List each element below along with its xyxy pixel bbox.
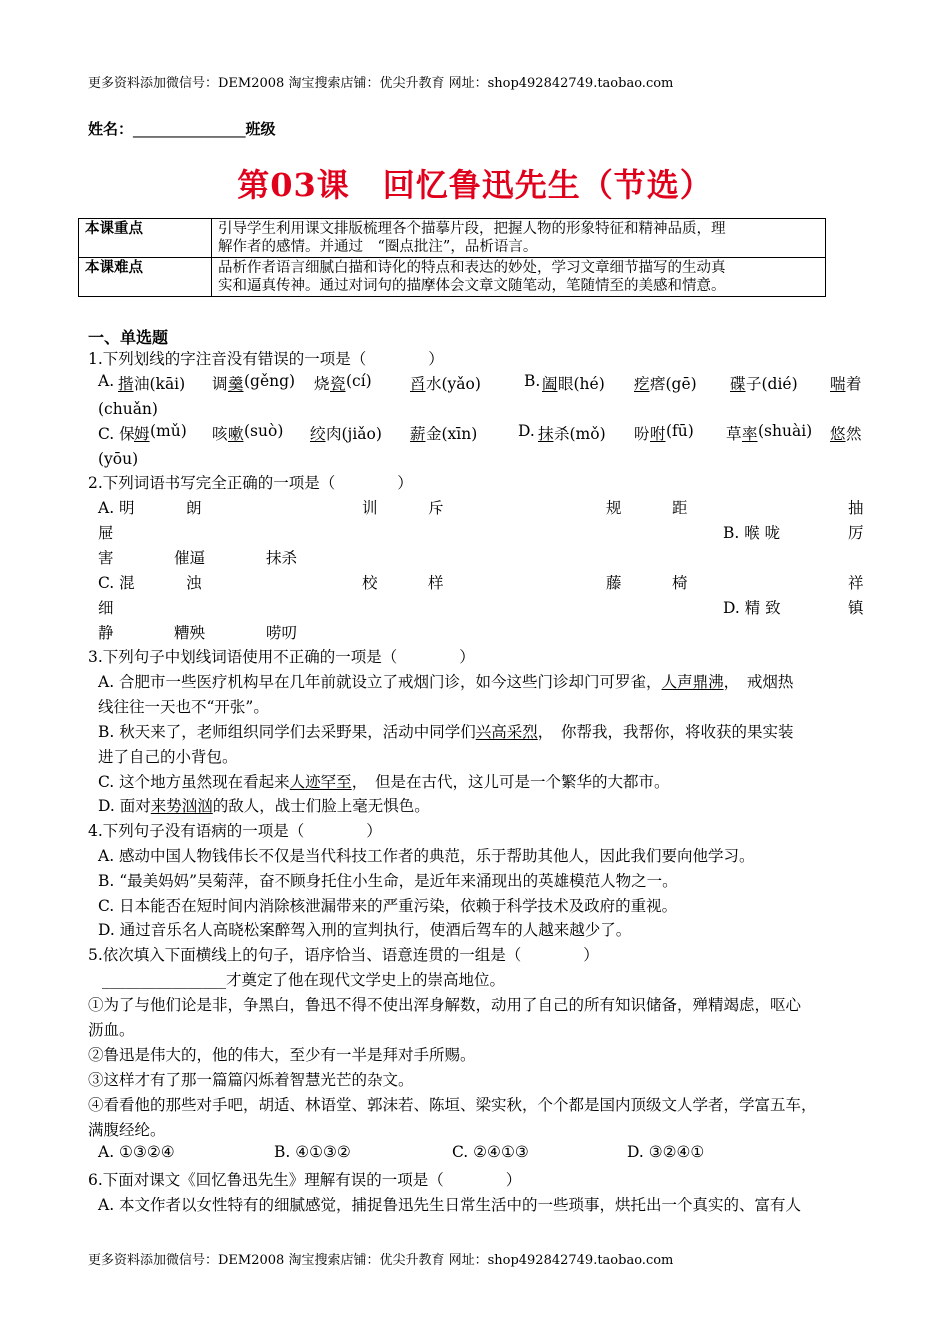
underlined-char: 喘: [830, 375, 846, 393]
difficulty-value-line: 品析作者语言细腻白描和诗化的特点和表达的妙处，学习文章细节描写的生动真: [218, 260, 726, 276]
option-text: 斥: [428, 499, 444, 517]
option-label: D.: [518, 422, 535, 440]
option-text: 椅: [672, 574, 688, 592]
q2-row-1: [98, 496, 864, 521]
underlined-phrase: 人声鼎沸: [661, 673, 724, 691]
option-label: A.: [98, 372, 115, 390]
table-row: [79, 219, 826, 258]
q1-row-a: [98, 372, 864, 397]
option-text: 规: [606, 499, 622, 517]
q1-row-a-wrap: (chuǎn): [98, 400, 158, 418]
question-4-stem: 4.下列句子没有语病的一项是（ ）: [88, 822, 382, 840]
pinyin-text: (cí): [346, 372, 372, 390]
q5-sentence-4-wrap: 满腹经纶。: [88, 1121, 166, 1139]
pinyin-text: 肉(jiǎo): [326, 425, 382, 443]
pinyin-text: 水(yǎo): [426, 375, 481, 393]
q3-option-a: [98, 670, 793, 695]
underlined-char: 疙: [634, 375, 650, 393]
sentence-text: B. 秋天来了，老师组织同学们去采野果，活动中同学们: [98, 723, 476, 741]
header-note: 更多资料添加微信号：DEM2008 淘宝搜索店铺：优尖升教育 网址：shop492842749.taobao.com: [88, 76, 674, 91]
option-label: C. 保: [98, 425, 135, 443]
question-2-stem: 2.下列词语书写完全正确的一项是（ ）: [88, 474, 413, 492]
sentence-text: 的敌人，战士们脸上毫无惧色。: [212, 797, 430, 815]
q4-option-c: C. 日本能否在短时间内消除核泄漏带来的严重污染，依赖于科学技术及政府的重视。: [98, 897, 678, 915]
underlined-char: 绞: [310, 425, 326, 443]
name-blank: _______________: [133, 120, 246, 138]
pinyin-text: 子(dié): [746, 375, 798, 393]
underlined-char: 阖: [542, 375, 558, 393]
q3-option-c: [98, 770, 669, 795]
underlined-char: 瓷: [330, 375, 346, 393]
name-label: 姓名：: [88, 120, 134, 138]
underlined-char: 率: [742, 425, 758, 443]
pinyin-text: (mǔ): [150, 422, 187, 440]
sentence-text: ， 但是在古代，这儿可是一个繁华的大都市。: [351, 773, 670, 791]
word-text: 然: [846, 425, 862, 443]
pinyin-text: (fū): [666, 422, 694, 440]
word-text: 咳: [212, 425, 228, 443]
option-text: 抹杀: [266, 549, 298, 567]
focus-key: 本课重点: [79, 219, 212, 258]
question-1-stem: 1.下列划线的字注音没有错误的一项是（ ）: [88, 350, 444, 368]
q4-option-d: D. 通过音乐名人高晓松案醉驾入刑的宣判执行，使酒后驾车的人越来越少了。: [98, 921, 632, 939]
option-text: 朗: [186, 499, 202, 517]
option-text: 催逼: [174, 549, 206, 567]
option-text: 唠叨: [266, 624, 298, 642]
difficulty-value-line: 实和逼真传神。通过对词句的描摩体会文章文随笔动，笔随情至的美感和情意。: [218, 278, 726, 294]
sentence-text: A. 合肥市一些医疗机构早在几年前就设立了戒烟门诊，如今这些门诊却门可罗雀，: [98, 673, 662, 691]
q2-row-6: [98, 621, 864, 646]
option-text: 浊: [186, 574, 202, 592]
underlined-char: 舀: [410, 375, 426, 393]
pinyin-text: (gěng): [244, 372, 296, 390]
option-text: 害: [98, 549, 114, 567]
sentence-text: D. 面对: [98, 797, 151, 815]
focus-value: [212, 219, 826, 258]
q5-options: [98, 1143, 864, 1168]
focus-value-line: 解作者的感情。并通过 “圈点批注”，品析语言。: [218, 239, 538, 255]
lesson-focus-table: [78, 218, 826, 297]
underlined-char: 揩: [118, 375, 134, 393]
question-6-stem: 6.下面对课文《回忆鲁迅先生》理解有误的一项是（ ）: [88, 1171, 522, 1189]
option-text: B. 喉 咙: [723, 524, 781, 542]
option-a: A. ①③②④: [98, 1143, 175, 1161]
question-3-stem: 3.下列句子中划线词语使用不正确的一项是（ ）: [88, 648, 475, 666]
q1-row-c: [98, 422, 864, 447]
name-line: [88, 118, 276, 139]
option-text: 厉: [848, 524, 864, 542]
q3-option-d: [98, 794, 430, 819]
section-title: 一、单选题: [88, 328, 169, 347]
option-text: A. 明: [98, 499, 135, 517]
underlined-phrase: 来势汹汹: [150, 797, 213, 815]
pinyin-text: (shuài): [758, 422, 813, 440]
q3-option-b-wrap: 进了自己的小背包。: [98, 748, 238, 766]
option-text: 距: [672, 499, 688, 517]
underlined-phrase: 兴高采烈: [475, 723, 538, 741]
option-text: 抽: [848, 499, 864, 517]
q6-option-a: A. 本文作者以女性特有的细腻感觉，捕捉鲁迅先生日常生活中的一些琐事，烘托出一个真实的、富有人: [98, 1196, 802, 1214]
option-text: 祥: [848, 574, 864, 592]
option-c: C. ②④①③: [452, 1143, 529, 1161]
option-label: B.: [524, 372, 541, 390]
option-text: 训: [362, 499, 378, 517]
word-text: 草: [726, 425, 742, 443]
underlined-char: 姆: [134, 425, 150, 443]
option-d: D. ③②④①: [627, 1143, 705, 1161]
q5-blank-line: ________________才奠定了他在现代文学史上的崇高地位。: [102, 971, 506, 989]
q3-option-a-wrap: 线往往一天也不“开张”。: [98, 698, 269, 716]
sentence-text: ， 戒烟热: [723, 673, 794, 691]
q2-row-3: [98, 546, 864, 571]
option-text: C. 混: [98, 574, 135, 592]
underlined-char: 羹: [228, 375, 244, 393]
underlined-char: 抹: [538, 425, 554, 443]
q5-sentence-1-wrap: 沥血。: [88, 1021, 135, 1039]
option-text: 藤: [606, 574, 622, 592]
q1-row-c-wrap: (yōu): [98, 450, 139, 468]
lesson-title: 第03课 回忆鲁迅先生（节选）: [237, 166, 713, 204]
pinyin-text: 眼(hé): [558, 375, 605, 393]
class-label: 班级: [245, 120, 276, 138]
pinyin-text: 瘩(gē): [650, 375, 697, 393]
underlined-phrase: 人迹罕至: [289, 773, 352, 791]
sentence-text: ， 你帮我，我帮你，将收获的果实装: [537, 723, 794, 741]
pinyin-text: (suò): [244, 422, 284, 440]
word-text: 着: [846, 375, 862, 393]
option-text: 细: [98, 599, 114, 617]
footer-note: 更多资料添加微信号：DEM2008 淘宝搜索店铺：优尖升教育 网址：shop492842749.taobao.com: [88, 1253, 674, 1268]
q3-option-b: [98, 720, 794, 745]
q4-option-a: A. 感动中国人物钱伟长不仅是当代科技工作者的典范，乐于帮助其他人，因此我们要向他学习。: [98, 847, 755, 865]
word-text: 调: [212, 375, 228, 393]
underlined-char: 碟: [730, 375, 746, 393]
q5-sentence-4: ④看看他的那些对手吧，胡适、林语堂、郭沫若、陈垣、梁实秋，个个都是国内顶级文人学者，学富五车，: [88, 1096, 817, 1114]
table-row: [79, 258, 826, 297]
q2-row-5: [98, 596, 864, 621]
focus-value-line: 引导学生利用课文排版梳理各个描摹片段，把握人物的形象特征和精神品质，理: [218, 221, 726, 237]
sentence-text: C. 这个地方虽然现在看起来: [98, 773, 290, 791]
q5-sentence-1: ①为了与他们论是非，争黑白，鲁迅不得不使出浑身解数，动用了自己的所有知识储备，殚精竭虑，呕心: [88, 996, 802, 1014]
option-text: 糟殃: [174, 624, 206, 642]
option-text: 镇: [848, 599, 864, 617]
q5-sentence-2: ②鲁迅是伟大的，他的伟大，至少有一半是拜对手所赐。: [88, 1046, 476, 1064]
option-b: B. ④①③②: [274, 1143, 351, 1161]
pinyin-text: 杀(mǒ): [554, 425, 606, 443]
pinyin-text: 金(xīn): [426, 425, 478, 443]
q2-row-2: [98, 521, 864, 546]
option-text: 屉: [98, 524, 114, 542]
difficulty-key: 本课难点: [79, 258, 212, 297]
underlined-char: 嗽: [228, 425, 244, 443]
word-text: 吩: [634, 425, 650, 443]
underlined-char: 咐: [650, 425, 666, 443]
option-text: D. 精 致: [723, 599, 781, 617]
pinyin-text: 油(kāi): [134, 375, 186, 393]
q5-sentence-3: ③这样才有了那一篇篇闪烁着智慧光芒的杂文。: [88, 1071, 414, 1089]
option-text: 样: [428, 574, 444, 592]
option-text: 静: [98, 624, 114, 642]
question-5-stem: 5.依次填入下面横线上的句子，语序恰当、语意连贯的一组是（ ）: [88, 946, 599, 964]
q2-row-4: [98, 571, 864, 596]
option-text: 校: [362, 574, 378, 592]
underlined-char: 悠: [830, 425, 846, 443]
word-text: 烧: [314, 375, 330, 393]
difficulty-value: [212, 258, 826, 297]
underlined-char: 薪: [410, 425, 426, 443]
q4-option-b: B. “最美妈妈”吴菊萍，奋不顾身托住小生命，是近年来涌现出的英雄模范人物之一。: [98, 872, 678, 890]
